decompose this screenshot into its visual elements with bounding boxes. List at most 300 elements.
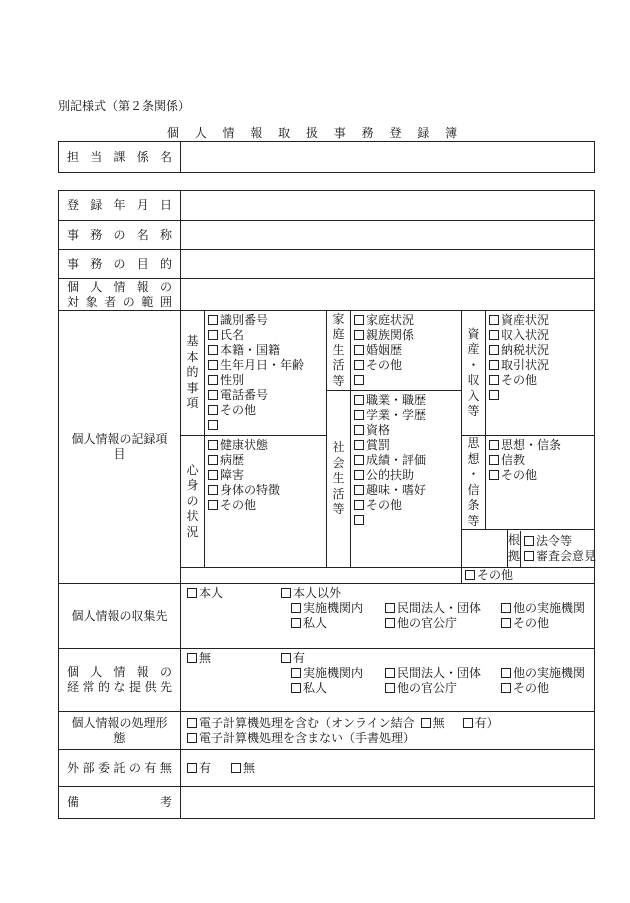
checkbox-icon: [489, 360, 499, 370]
checkbox-label: 法令等: [536, 533, 573, 548]
checkbox-item[interactable]: [524, 534, 596, 549]
shori-exclude-label: 電子計算機処理を含まない（手書処理）: [199, 730, 416, 745]
checkbox-icon: [281, 653, 291, 663]
label-char: 備: [67, 795, 80, 809]
checkbox-item[interactable]: [291, 666, 385, 681]
teikyo-options: [181, 649, 595, 712]
checkbox-icon: [501, 668, 511, 678]
checkbox-label: 思想・信条: [501, 438, 562, 452]
checkbox-label: 趣味・嗜好: [366, 483, 427, 497]
shakai-label: [327, 391, 351, 568]
label-char: 個: [67, 279, 80, 294]
taisho-value[interactable]: [181, 279, 595, 311]
label-char: 事: [67, 227, 80, 242]
checkbox-icon: [489, 390, 499, 400]
konkyo-cell: [508, 530, 595, 568]
vertical-char: 活: [332, 486, 345, 501]
label-char: 日: [159, 198, 172, 212]
checkbox-item[interactable]: [354, 438, 458, 453]
vertical-char: 会: [332, 455, 345, 470]
label-char: 委: [97, 760, 110, 775]
tanto-table: [58, 141, 595, 173]
label-char: 囲: [159, 294, 172, 309]
checkbox-label: 健康状態: [220, 438, 269, 452]
konkyo-label: [508, 531, 521, 567]
touroku-value[interactable]: [181, 191, 595, 221]
shiso-label: [462, 436, 486, 530]
checkbox-item[interactable]: [354, 328, 458, 343]
checkbox-item[interactable]: [489, 328, 591, 343]
blank-under-kihon: [181, 568, 462, 584]
meisho-value[interactable]: [181, 221, 595, 250]
label-char: 務: [90, 256, 103, 271]
label-char: 報: [136, 279, 149, 294]
checkbox-icon: [354, 315, 364, 325]
checkbox-item[interactable]: [208, 418, 323, 433]
konkyo-spacer: [462, 530, 508, 568]
checkbox-label: その他: [220, 403, 257, 417]
checkbox-icon: [208, 405, 218, 415]
checkbox-item[interactable]: [354, 313, 458, 328]
vertical-char: 等: [332, 373, 345, 388]
itaku-yu[interactable]: [187, 761, 211, 776]
checkbox-label: 納税状況: [501, 343, 550, 357]
checkbox-label: 職業・職歴: [366, 393, 427, 407]
vertical-char: 資: [467, 326, 480, 341]
kihon-label: [181, 311, 205, 436]
vertical-char: 況: [186, 524, 199, 539]
shinshin-label: [181, 436, 205, 568]
label-char: の: [159, 279, 172, 294]
shori-include-label: 電子計算機処理を含む（オンライン結合: [199, 715, 415, 730]
label-char: 課: [113, 149, 126, 164]
checkbox-icon: [354, 425, 364, 435]
label-char: 担: [67, 149, 80, 164]
label-char: 有: [144, 760, 157, 775]
label-char: 人: [90, 279, 103, 294]
taisho-label-line1: [67, 280, 172, 295]
checkbox-item[interactable]: [489, 468, 591, 483]
checkbox-item[interactable]: [501, 666, 591, 681]
checkbox-icon: [489, 455, 499, 465]
checkbox-item[interactable]: [208, 468, 323, 483]
label-char: 者: [104, 294, 117, 309]
checkbox-icon: [208, 440, 218, 450]
checkbox-item[interactable]: [208, 388, 323, 403]
shushu-row2: [187, 616, 594, 631]
vertical-char: ・: [467, 467, 480, 481]
shushu-honnin-label: 本人: [199, 586, 224, 600]
vertical-char: 家: [332, 311, 345, 326]
touroku-label-cell: [59, 191, 181, 221]
checkbox-icon: [524, 551, 534, 561]
label-char: の: [128, 760, 141, 775]
checkbox-item[interactable]: [208, 403, 323, 418]
checkbox-label: 氏名: [220, 328, 245, 342]
shori-mu[interactable]: [421, 716, 445, 731]
shisan-label: [462, 311, 486, 436]
checkbox-item[interactable]: [208, 373, 323, 388]
kihon-items: [205, 311, 327, 436]
checkbox-label: 他の官公庁: [397, 616, 458, 630]
checkbox-label: 本籍・国籍: [220, 343, 281, 357]
checkbox-icon: [187, 588, 197, 598]
checkbox-item[interactable]: [354, 468, 458, 483]
vertical-char: 等: [467, 513, 480, 528]
checkbox-item[interactable]: [524, 549, 596, 564]
checkbox-item[interactable]: [354, 453, 458, 468]
label-char: 外: [67, 760, 80, 775]
checkbox-item[interactable]: [208, 358, 323, 373]
checkbox-icon: [354, 515, 364, 525]
teikyo-label-line1: [67, 665, 172, 680]
shushu-igai-label: 本人以外: [293, 586, 342, 600]
biko-label-cell: [59, 787, 181, 819]
checkbox-label: 成績・評価: [366, 453, 427, 467]
vertical-char: の: [186, 493, 199, 508]
vertical-char: 拠: [508, 548, 521, 563]
checkbox-icon: [208, 470, 218, 480]
vertical-char: 状: [186, 509, 199, 524]
checkbox-label: 取引状況: [501, 358, 550, 372]
checkbox-icon: [354, 395, 364, 405]
taisho-label-line2: [67, 295, 172, 310]
shakai-items: [351, 391, 462, 568]
itaku-mu[interactable]: [231, 761, 255, 776]
shisan-items: [486, 311, 595, 436]
label-char: 部: [82, 760, 95, 775]
vertical-char: 社: [332, 440, 345, 455]
konkyo-items: [521, 531, 599, 567]
checkbox-label: 身体の特徴: [220, 483, 281, 497]
label-char: 目: [136, 256, 149, 271]
checkbox-label: その他: [366, 358, 403, 372]
checkbox-label: 学業・学歴: [366, 408, 427, 422]
checkbox-item[interactable]: [208, 483, 323, 498]
checkbox-icon: [354, 375, 364, 385]
tanto-value[interactable]: [181, 142, 595, 173]
checkbox-label: 識別番号: [220, 313, 269, 327]
checkbox-icon: [501, 603, 511, 613]
checkbox-label: 他の実施機関: [513, 601, 586, 615]
checkbox-item[interactable]: [489, 358, 591, 373]
checkbox-icon: [208, 455, 218, 465]
vertical-char: 収: [467, 373, 480, 387]
label-char: 託: [113, 760, 126, 775]
checkbox-icon: [385, 603, 395, 613]
label-char: 称: [159, 227, 172, 242]
checkbox-label: 家庭状況: [366, 313, 415, 327]
checkbox-label: 実施機関内: [303, 666, 364, 680]
label-char: 録: [90, 198, 103, 212]
mokuteki-label: [67, 257, 172, 272]
checkbox-icon: [489, 375, 499, 385]
checkbox-item[interactable]: [489, 313, 591, 328]
shiso-items: [486, 436, 595, 530]
vertical-char: 生: [332, 471, 345, 486]
vertical-char: 入: [467, 388, 480, 403]
checkbox-item[interactable]: [354, 373, 458, 388]
checkbox-item[interactable]: [385, 616, 501, 631]
checkbox-item[interactable]: [354, 483, 458, 498]
checkbox-item[interactable]: [501, 681, 591, 696]
checkbox-icon: [291, 683, 301, 693]
checkbox-item[interactable]: [208, 328, 323, 343]
checkbox-label: その他: [220, 498, 257, 512]
checkbox-item[interactable]: [385, 601, 501, 616]
vertical-char: 事: [186, 380, 199, 395]
label-char: 個: [67, 665, 80, 679]
mokuteki-label-cell: [59, 250, 181, 279]
sonota-checkbox[interactable]: [465, 568, 513, 582]
label-char: 考: [159, 795, 172, 809]
checkbox-item[interactable]: [489, 343, 591, 358]
checkbox-label: 資産状況: [501, 313, 550, 327]
teikyo-row1: [187, 666, 594, 681]
shori-options: [181, 712, 595, 750]
checkbox-icon: [208, 330, 218, 340]
shori-include[interactable]: [187, 716, 415, 731]
itaku-yu-label: 有: [199, 760, 212, 775]
katei-items: [351, 311, 462, 391]
label-char: 月: [136, 198, 149, 212]
vertical-char: 基: [186, 334, 199, 349]
katei-label: [327, 311, 351, 391]
checkbox-icon: [291, 668, 301, 678]
taisho-label-cell: [59, 279, 181, 311]
checkbox-label: 収入状況: [501, 328, 550, 342]
teikyo-row2: [187, 681, 594, 696]
checkbox-item[interactable]: [291, 601, 385, 616]
checkbox-icon: [187, 653, 197, 663]
checkbox-item[interactable]: [354, 498, 458, 513]
label-char: 報: [136, 665, 149, 679]
mokuteki-value[interactable]: [181, 250, 595, 279]
checkbox-icon: [385, 618, 395, 628]
checkbox-icon: [187, 733, 197, 743]
label-char: 名: [136, 227, 149, 242]
checkbox-icon: [421, 718, 431, 728]
shori-exclude[interactable]: [187, 731, 415, 746]
checkbox-label: その他: [366, 498, 403, 512]
checkbox-label: 私人: [303, 616, 328, 630]
checkbox-icon: [354, 360, 364, 370]
shushu-honnin[interactable]: [187, 586, 281, 601]
checkbox-item[interactable]: [291, 616, 385, 631]
vertical-char: 的: [186, 365, 199, 380]
checkbox-icon: [501, 618, 511, 628]
checkbox-icon: [489, 345, 499, 355]
checkbox-label: 病歴: [220, 453, 245, 467]
shushu-igai[interactable]: [281, 586, 341, 601]
teikyo-yu-label: 有: [293, 651, 306, 665]
checkbox-label: 実施機関内: [303, 601, 364, 615]
checkbox-item[interactable]: [501, 616, 591, 631]
kiroku-label: 個人情報の記録項目: [59, 311, 181, 584]
checkbox-item[interactable]: [208, 453, 323, 468]
checkbox-item[interactable]: [354, 358, 458, 373]
shushu-label: 個人情報の収集先: [59, 584, 181, 649]
checkbox-icon: [489, 330, 499, 340]
vertical-char: 心: [186, 462, 199, 477]
checkbox-item[interactable]: [354, 343, 458, 358]
teikyo-label-cell: [59, 649, 181, 712]
label-char: 年: [113, 198, 126, 212]
label-char: 人: [90, 665, 103, 679]
checkbox-label: 信教: [501, 453, 526, 467]
checkbox-label: 親族関係: [366, 328, 415, 342]
checkbox-label: 資格: [366, 423, 391, 437]
label-char: 務: [90, 227, 103, 242]
checkbox-label: 私人: [303, 681, 328, 695]
label-char: 対: [67, 294, 80, 309]
biko-value[interactable]: [181, 787, 595, 819]
label-char: 情: [113, 665, 126, 679]
label-char: 範: [141, 294, 154, 309]
checkbox-icon: [187, 763, 197, 773]
checkbox-icon: [354, 410, 364, 420]
vertical-char: 本: [186, 349, 199, 364]
label-char: 係: [136, 149, 149, 164]
vertical-char: 項: [186, 396, 199, 411]
checkbox-item[interactable]: [208, 343, 323, 358]
checkbox-icon: [354, 470, 364, 480]
tanto-label-cell: [59, 142, 181, 173]
checkbox-label: 審査会意見: [536, 548, 597, 563]
checkbox-icon: [187, 718, 197, 728]
sonota-cell: [462, 568, 595, 584]
checkbox-label: その他: [513, 681, 550, 695]
meisho-label-cell: [59, 221, 181, 250]
label-char: の: [159, 665, 172, 679]
checkbox-icon: [354, 455, 364, 465]
checkbox-icon: [465, 570, 475, 580]
checkbox-icon: [354, 440, 364, 450]
checkbox-icon: [281, 588, 291, 598]
checkbox-item[interactable]: [354, 513, 458, 528]
checkbox-item[interactable]: [489, 438, 591, 453]
checkbox-icon: [501, 683, 511, 693]
checkbox-icon: [524, 536, 534, 546]
itaku-options: [181, 750, 595, 787]
teikyo-mu-label: 無: [199, 651, 212, 665]
itaku-label-cell: [59, 750, 181, 787]
checkbox-icon: [354, 345, 364, 355]
vertical-char: 根: [508, 533, 521, 547]
label-char: 名: [159, 149, 172, 164]
checkbox-label: 電話番号: [220, 388, 269, 402]
checkbox-label: 性別: [220, 373, 245, 387]
checkbox-label: 生年月日・年齢: [220, 358, 305, 372]
shinshin-items: [205, 436, 327, 568]
checkbox-item[interactable]: [385, 681, 501, 696]
checkbox-label: 賞罰: [366, 438, 391, 452]
checkbox-icon: [463, 718, 473, 728]
checkbox-label: 民間法人・団体: [397, 666, 482, 680]
vertical-char: 想: [467, 451, 480, 466]
checkbox-icon: [208, 485, 218, 495]
form-label: 別記様式（第２条関係）: [58, 99, 191, 113]
checkbox-item[interactable]: [385, 666, 501, 681]
sonota-label: その他: [477, 568, 514, 582]
checkbox-item[interactable]: [489, 373, 591, 388]
label-char: の: [122, 294, 135, 309]
tanto-label: [67, 150, 172, 165]
checkbox-item[interactable]: [291, 681, 385, 696]
label-char: の: [113, 227, 126, 242]
checkbox-icon: [208, 315, 218, 325]
label-char: 的: [159, 256, 172, 271]
checkbox-icon: [291, 603, 301, 613]
checkbox-label: 障害: [220, 468, 245, 482]
vertical-char: 条: [467, 498, 480, 512]
shushu-row1: [187, 601, 594, 616]
label-char: 登: [67, 198, 80, 212]
teikyo-label-line2: 経常的な提供先: [67, 680, 172, 694]
vertical-char: 等: [467, 404, 480, 418]
vertical-char: 庭: [332, 327, 345, 342]
checkbox-icon: [354, 330, 364, 340]
checkbox-item[interactable]: [489, 453, 591, 468]
checkbox-icon: [354, 500, 364, 510]
shori-label: 個人情報の処理形態: [59, 712, 181, 750]
checkbox-item[interactable]: [354, 408, 458, 423]
checkbox-icon: [354, 485, 364, 495]
checkbox-label: 公的扶助: [366, 468, 415, 482]
checkbox-icon: [208, 500, 218, 510]
label-char: 無: [159, 760, 172, 775]
checkbox-item[interactable]: [489, 388, 591, 403]
itaku-mu-label: 無: [243, 760, 256, 775]
checkbox-icon: [489, 315, 499, 325]
checkbox-icon: [208, 420, 218, 430]
checkbox-item[interactable]: [208, 438, 323, 453]
vertical-char: 思: [467, 436, 480, 450]
checkbox-item[interactable]: [354, 393, 458, 408]
touroku-label: [67, 198, 172, 213]
itaku-label: [67, 761, 172, 776]
teikyo-yu[interactable]: [281, 651, 305, 666]
checkbox-icon: [291, 618, 301, 628]
label-char: の: [113, 256, 126, 271]
checkbox-item[interactable]: [208, 313, 323, 328]
label-char: 事: [67, 256, 80, 271]
checkbox-icon: [208, 345, 218, 355]
checkbox-icon: [489, 470, 499, 480]
vertical-char: 活: [332, 358, 345, 373]
checkbox-icon: [208, 375, 218, 385]
checkbox-item[interactable]: [208, 498, 323, 513]
main-table: [58, 190, 595, 819]
checkbox-icon: [208, 390, 218, 400]
shori-yu-label: 有）: [474, 715, 499, 730]
checkbox-label: 他の官公庁: [397, 681, 458, 695]
meisho-label: [67, 228, 172, 243]
checkbox-label: 婚姻歴: [366, 343, 403, 357]
page-title: 個 人 情 報 取 扱 事 務 登 録 簿: [166, 126, 464, 140]
checkbox-label: 民間法人・団体: [397, 601, 482, 615]
shori-yu[interactable]: [463, 716, 499, 731]
teikyo-mu[interactable]: [187, 651, 281, 666]
checkbox-icon: [208, 360, 218, 370]
vertical-char: ・: [467, 357, 480, 372]
checkbox-icon: [489, 440, 499, 450]
checkbox-label: その他: [513, 616, 550, 630]
checkbox-item[interactable]: [501, 601, 591, 616]
checkbox-label: その他: [501, 373, 538, 387]
vertical-char: 生: [332, 342, 345, 357]
checkbox-item[interactable]: [354, 423, 458, 438]
